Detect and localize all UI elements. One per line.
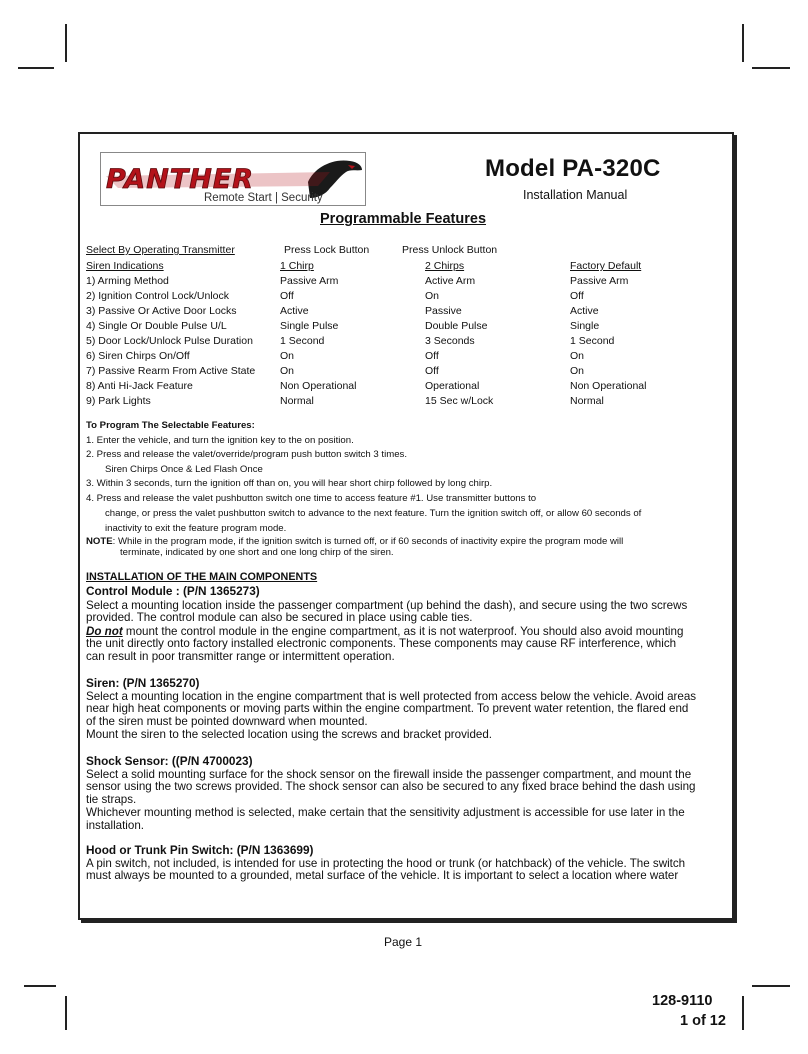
body-line: sensor using the two screws provided. The shock sensor can also be secured to any fixed brace behind the dash using bbox=[86, 780, 696, 793]
section-title: Programmable Features bbox=[320, 211, 487, 227]
table-cell: 4) Single Or Double Pulse U/L bbox=[86, 320, 227, 332]
table-cell: Non Operational bbox=[280, 380, 357, 392]
table-cell: Non Operational bbox=[570, 380, 647, 392]
body-line: Whichever mounting method is selected, make certain that the sensitivity adjustment is accessible for use later in the bbox=[86, 806, 685, 819]
control-module-title: Control Module : (P/N 1365273) bbox=[86, 584, 260, 598]
table-cell: On bbox=[280, 350, 295, 362]
table-cell: On bbox=[570, 350, 585, 362]
body-line: Select a solid mounting surface for the shock sensor on the firewall inside the passenger compartment, and mount the bbox=[86, 768, 692, 781]
table-cell: Off bbox=[280, 290, 294, 302]
do-not-emphasis: Do not bbox=[86, 625, 123, 638]
table-cell: On bbox=[570, 365, 585, 377]
table-column-header: Siren Indications bbox=[86, 260, 164, 272]
table-cell: 3) Passive Or Active Door Locks bbox=[86, 305, 237, 317]
table-cell: 8) Anti Hi-Jack Feature bbox=[86, 380, 193, 392]
crop-mark bbox=[752, 985, 790, 987]
crop-mark bbox=[18, 67, 54, 69]
svg-text:PANTHER: PANTHER bbox=[106, 164, 255, 195]
table-header-cell: Select By Operating Transmitter bbox=[86, 244, 235, 256]
program-step: 2. Press and release the valet/override/program push button switch 3 times. bbox=[86, 449, 408, 460]
crop-mark bbox=[742, 24, 744, 62]
body-line: must always be mounted to a grounded, metal surface of the vehicle. It is important to select a location where water bbox=[86, 869, 679, 882]
body-line-text: mount the control module in the engine compartment, as it is not waterproof. You should also avoid mounting bbox=[122, 625, 684, 638]
body-line: Select a mounting location in the engine compartment that is well protected from access below the vehicle. Avoid areas bbox=[86, 690, 697, 703]
program-note bbox=[86, 536, 623, 547]
body-line: the unit directly onto factory installed electronic components. These components may cause RF interference, which bbox=[86, 637, 677, 650]
table-cell: Normal bbox=[570, 395, 604, 407]
program-title: To Program The Selectable Features: bbox=[86, 420, 255, 431]
crop-mark bbox=[752, 67, 790, 69]
table-cell: On bbox=[280, 365, 295, 377]
table-cell: 9) Park Lights bbox=[86, 395, 151, 407]
table-header-cell: Press Lock Button bbox=[284, 244, 370, 256]
table-cell: Passive Arm bbox=[570, 275, 629, 287]
table-cell: Single Pulse bbox=[280, 320, 339, 332]
body-line: near high heat components or moving parts within the engine compartment. To prevent water retention, the flared end bbox=[86, 702, 689, 715]
body-line: Mount the siren to the selected location using the screws and bracket provided. bbox=[86, 728, 493, 741]
crop-mark bbox=[742, 996, 744, 1030]
program-note-continued: terminate, indicated by one short and one long chirp of the siren. bbox=[120, 547, 394, 558]
table-cell: 1) Arming Method bbox=[86, 275, 169, 287]
table-header-cell: Press Unlock Button bbox=[402, 244, 498, 256]
document-number: 128-9110 bbox=[652, 993, 713, 1009]
table-cell: Active bbox=[280, 305, 309, 317]
note-label: NOTE bbox=[86, 536, 113, 547]
crop-mark bbox=[65, 24, 67, 62]
table-cell: 1 Second bbox=[570, 335, 615, 347]
table-cell: Off bbox=[425, 350, 439, 362]
install-heading: INSTALLATION OF THE MAIN COMPONENTS bbox=[86, 571, 318, 583]
table-cell: 15 Sec w/Lock bbox=[425, 395, 494, 407]
program-step: 4. Press and release the valet pushbutton switch one time to access feature #1. Use transmitter buttons to bbox=[86, 493, 537, 504]
program-step: 1. Enter the vehicle, and turn the ignition key to the on position. bbox=[86, 435, 354, 446]
table-column-header: Factory Default bbox=[570, 260, 642, 272]
body-line: installation. bbox=[86, 819, 145, 832]
pin-switch-title: Hood or Trunk Pin Switch: (P/N 1363699) bbox=[86, 843, 314, 857]
body-line: can result in poor transmitter range or intermittent operation. bbox=[86, 650, 395, 663]
table-cell: 7) Passive Rearm From Active State bbox=[86, 365, 256, 377]
table-cell: Single bbox=[570, 320, 600, 332]
table-cell: Active Arm bbox=[425, 275, 476, 287]
program-step: Siren Chirps Once & Led Flash Once bbox=[105, 464, 263, 475]
svg-text:Remote Start | Security: Remote Start | Security bbox=[204, 192, 323, 204]
table-column-header: 2 Chirps bbox=[425, 260, 465, 272]
table-cell: Active bbox=[570, 305, 599, 317]
body-line: tie straps. bbox=[86, 793, 137, 806]
program-step: change, or press the valet pushbutton switch to advance to the next feature. Turn the ignition switch off, or allow 60 seconds of bbox=[105, 508, 642, 519]
table-cell: Passive Arm bbox=[280, 275, 339, 287]
manual-subtitle: Installation Manual bbox=[523, 188, 628, 202]
page-label: Page 1 bbox=[384, 935, 423, 949]
body-line: Select a mounting location inside the passenger compartment (up behind the dash), and secure using the two screws bbox=[86, 599, 688, 612]
crop-mark bbox=[24, 985, 56, 987]
page-count: 1 of 12 bbox=[680, 1013, 726, 1029]
panther-logo bbox=[100, 152, 366, 206]
table-cell: Double Pulse bbox=[425, 320, 488, 332]
siren-title: Siren: (P/N 1365270) bbox=[86, 676, 200, 690]
body-line: A pin switch, not included, is intended for use in protecting the hood or trunk (or hatchback) of the vehicle. The switch bbox=[86, 857, 686, 870]
table-cell: Off bbox=[425, 365, 439, 377]
note-text: : While in the program mode, if the ignition switch is turned off, or if 60 seconds of inactivity expire the program mode will bbox=[112, 536, 624, 547]
table-cell: 1 Second bbox=[280, 335, 325, 347]
table-column-header: 1 Chirp bbox=[280, 260, 314, 272]
program-step: 3. Within 3 seconds, turn the ignition off than on, you will hear short chirp followed by long chirp. bbox=[86, 478, 493, 489]
table-cell: Normal bbox=[280, 395, 314, 407]
shock-sensor-title: Shock Sensor: ((P/N 4700023) bbox=[86, 754, 253, 768]
model-title: Model PA-320C bbox=[485, 155, 661, 182]
table-cell: Passive bbox=[425, 305, 462, 317]
table-cell: Off bbox=[570, 290, 584, 302]
table-cell: 6) Siren Chirps On/Off bbox=[86, 350, 190, 362]
crop-mark bbox=[65, 996, 67, 1030]
table-cell: On bbox=[425, 290, 440, 302]
page-frame bbox=[78, 132, 734, 920]
table-cell: 2) Ignition Control Lock/Unlock bbox=[86, 290, 229, 302]
panther-logo-graphic bbox=[100, 152, 366, 206]
body-line: of the siren must be pointed downward when mounted. bbox=[86, 715, 368, 728]
table-cell: 5) Door Lock/Unlock Pulse Duration bbox=[86, 335, 253, 347]
program-step: inactivity to exit the feature program mode. bbox=[105, 523, 287, 534]
table-cell: 3 Seconds bbox=[425, 335, 475, 347]
table-cell: Operational bbox=[425, 380, 480, 392]
body-line: provided. The control module can also be secured in place using cable ties. bbox=[86, 611, 473, 624]
